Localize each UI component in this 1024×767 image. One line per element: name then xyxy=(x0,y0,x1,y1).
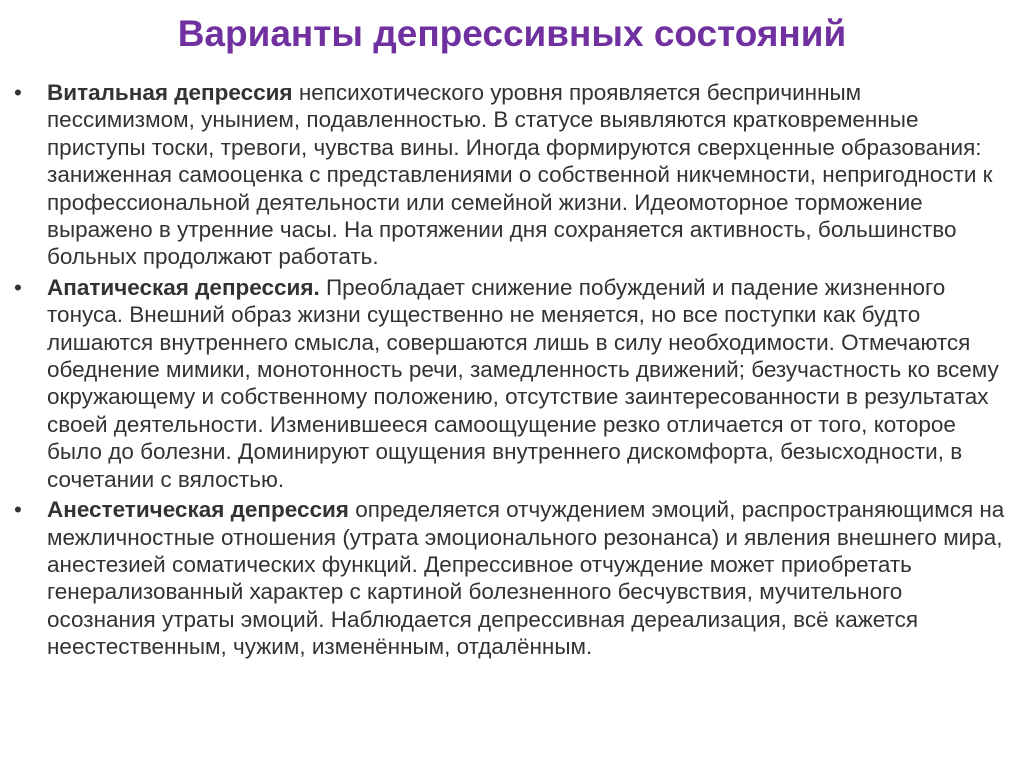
bullet-item-anesthetic-depression xyxy=(14,496,1014,660)
bullet-term: Апатическая депрессия. xyxy=(47,274,320,300)
bullet-item-apathetic-depression xyxy=(14,274,1014,493)
bullet-marker: • xyxy=(14,274,22,300)
bullet-marker: • xyxy=(14,497,22,523)
bullet-term: Анестетическая депрессия xyxy=(47,497,349,523)
bullet-text: Преобладает снижение побуждений и падение жизненного тонуса. Внешний образ жизни существенно не меняется, но все поступки как будто лишаются внутреннего смысла, совершаются лишь в силу необходимости. Отмечаются обеднение мимики, монотонность речи, замедленность движений; безучастность ко всему окружающему и собственному положению, отсутствие заинтересованности в результатах своей деятельности. Изменившееся самоощущение резко отличается от того, которое было до болезни. Доминируют ощущения внутреннего дискомфорта, безысходности, в сочетании с вялостью. xyxy=(47,274,999,492)
slide-title: Варианты депрессивных состояний xyxy=(177,13,847,54)
bullet-text: непсихотического уровня проявляется беспричинным пессимизмом, унынием, подавленностью. В статусе выявляются кратковременные приступы тоски, тревоги, чувства вины. Иногда формируются сверхценные образования: заниженная самооценка с представлениями о собственной никчемности, непригодности к профессиональной деятельности или семейной жизни. Идеомоторное торможение выражено в утренние часы. На протяжении дня сохраняется активность, большинство больных продолжают работать. xyxy=(47,80,993,270)
bullet-item-vital-depression xyxy=(14,79,1014,271)
bullet-list xyxy=(14,79,1014,664)
bullet-marker: • xyxy=(14,80,22,105)
bullet-term: Витальная депрессия xyxy=(47,80,293,105)
bullet-text: определяется отчуждением эмоций, распространяющимся на межличностные отношения (утрата эмоционального резонанса) и явления внешнего мира, анестезией соматических функций. Депрессивное отчуждение может приобретать генерализованный характер с картиной болезненного бесчувствия, мучительного осознания утраты эмоций. Наблюдается депрессивная дереализация, всё кажется неестественным, чужим, изменённым, отдалённым. xyxy=(47,497,1005,660)
